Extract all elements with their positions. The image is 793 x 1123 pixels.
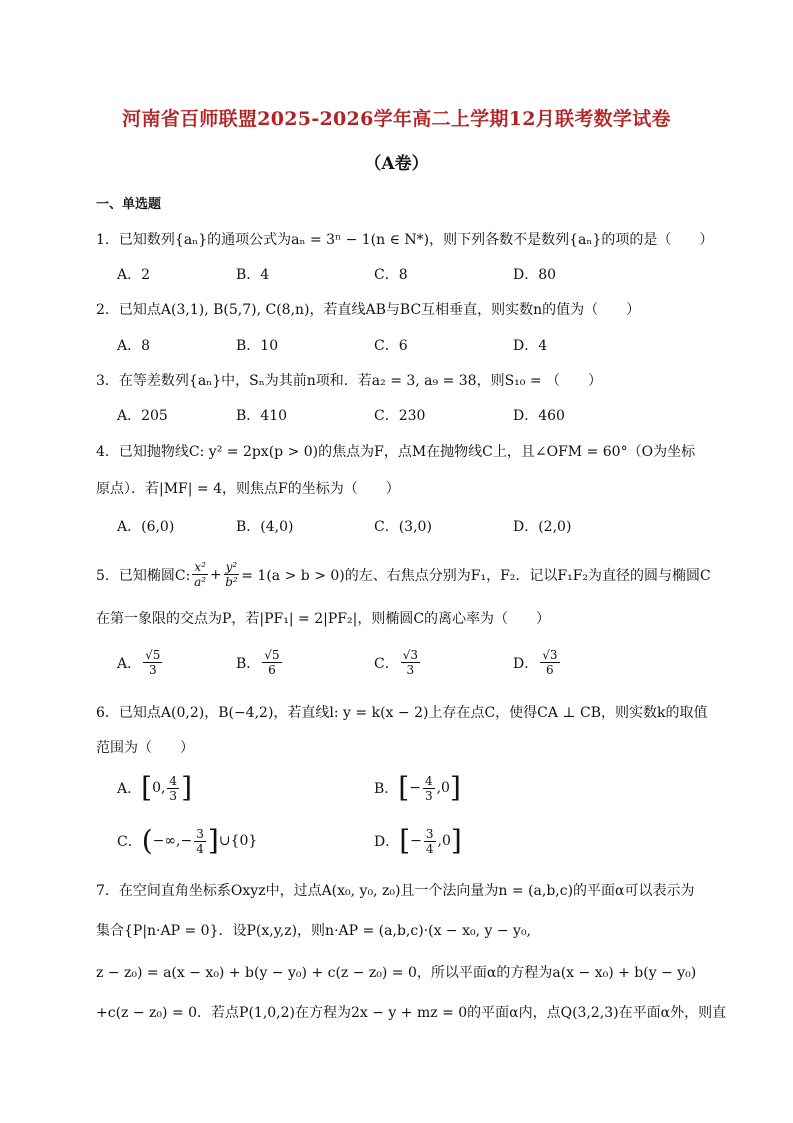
- q6-option-a-label: A．: [117, 781, 142, 797]
- q3-option-a: A．205: [117, 408, 168, 424]
- q1-option-c: C．8: [374, 267, 408, 283]
- question-1-text: 1．已知数列{aₙ}的通项公式为aₙ = 3ⁿ − 1(n ∈ N*)，则下列各数不是数列{aₙ}的项的是（ ）: [96, 232, 714, 248]
- q5-fraction-y-num: y²: [225, 560, 238, 574]
- q5-fraction-x-den: a²: [194, 575, 207, 589]
- left-bracket-icon: [: [399, 824, 411, 857]
- q5-option-b-fraction: [262, 648, 281, 677]
- question-7-line-3: z − z₀) = a(x − x₀) + b(y − y₀) + c(z − z₀) = 0，所以平面α的方程为a(x − x₀) + b(y − y₀): [96, 965, 697, 981]
- q5-lead: 5．已知椭圆C:: [96, 567, 191, 584]
- q6-option-c: [117, 825, 257, 857]
- q6-option-b-tail: ,0: [436, 780, 450, 796]
- q5-plus: +: [209, 566, 222, 583]
- q6-option-d-label: D．: [374, 834, 400, 850]
- q6-option-a-inner: 0,: [152, 780, 166, 796]
- q6-option-c-num: 3: [196, 826, 204, 841]
- q6-option-d-den: 4: [425, 841, 434, 856]
- q3-option-d: D．460: [513, 408, 565, 424]
- q5-option-b: [236, 648, 284, 677]
- q6-option-c-den: 4: [196, 841, 204, 856]
- q6-option-b-num: 4: [424, 773, 433, 788]
- paper-subtitle: （A卷）: [364, 154, 429, 174]
- q5-option-a-den: 3: [148, 663, 157, 677]
- q5-option-d-den: 6: [546, 663, 554, 677]
- q6-option-d-tail: ,0: [437, 833, 451, 849]
- question-4-line-2: 原点）．若|MF| = 4，则焦点F的坐标为（ ）: [96, 481, 400, 497]
- q5-option-d-label: D．: [513, 655, 539, 672]
- q6-option-a-num: 4: [169, 773, 178, 788]
- q5-option-a-label: A．: [117, 655, 142, 672]
- question-7-line-1: 7．在空间直角坐标系Oxyz中，过点A(x₀, y₀, z₀)且一个法向量为n = (a,b,c)的平面α可以表示为: [96, 883, 695, 899]
- left-bracket-icon: [: [141, 771, 153, 804]
- q6-option-a-den: 3: [169, 788, 178, 803]
- q4-option-b: B．(4,0): [236, 519, 294, 535]
- q5-option-a: [117, 648, 164, 677]
- q6-option-c-fraction: [194, 827, 206, 856]
- q5-fraction-y-den: b²: [225, 575, 238, 589]
- q2-option-c: C．6: [374, 338, 408, 354]
- q6-option-b-den: 3: [424, 788, 433, 803]
- q5-tail: = 1(a > b > 0)的左、右焦点分别为F₁，F₂．记以F₁F₂为直径的圆与椭圆C: [241, 567, 711, 584]
- q5-fraction-x: [192, 560, 208, 589]
- q1-option-d: D．80: [513, 267, 557, 283]
- q6-option-c-inner: −∞,−: [152, 833, 193, 849]
- q2-option-a: A．8: [117, 338, 151, 354]
- right-bracket-icon: ]: [207, 824, 219, 857]
- q3-option-c: C．230: [374, 408, 426, 424]
- q5-option-c-den: 3: [406, 663, 415, 677]
- q5-option-c-label: C．: [374, 655, 399, 672]
- q6-option-c-label: C．: [117, 834, 142, 850]
- question-2-text: 2．已知点A(3,1), B(5,7), C(8,n)，若直线AB与BC互相垂直，则实数n的值为（ ）: [96, 302, 641, 318]
- q5-fraction-y: [224, 560, 240, 589]
- right-bracket-icon: ]: [449, 771, 461, 804]
- q6-option-d-num: 3: [425, 826, 434, 841]
- q5-option-a-fraction: [143, 648, 162, 677]
- question-6-line-1: 6．已知点A(0,2)，B(−4,2)，若直线l: y = k(x − 2)上存在点C，使得CA ⊥ CB，则实数k的取值: [96, 705, 708, 721]
- q5-option-c-fraction: [401, 648, 420, 677]
- q6-option-b-label: B．: [374, 781, 399, 797]
- q6-option-d-minus: −: [410, 833, 422, 849]
- q5-option-d-num: √3: [542, 648, 558, 662]
- q4-option-a: A．(6,0): [117, 519, 175, 535]
- q6-option-b: [374, 772, 461, 804]
- q6-option-a-fraction: [167, 774, 179, 803]
- q6-option-d-fraction: [424, 827, 436, 856]
- q2-option-d: D．4: [513, 338, 548, 354]
- q3-option-b: B．410: [236, 408, 288, 424]
- q5-option-b-num: √5: [264, 648, 280, 662]
- right-bracket-icon: ]: [450, 824, 462, 857]
- q6-option-d: [374, 825, 462, 857]
- q5-fraction-x-num: x²: [194, 560, 206, 574]
- question-7-line-2: 集合{P|n·AP = 0}．设P(x,y,z)，则n·AP = (a,b,c)·(x − x₀, y − y₀,: [96, 923, 532, 939]
- q6-option-a: [117, 772, 192, 804]
- right-bracket-icon: ]: [181, 771, 192, 804]
- q6-option-b-minus: −: [409, 780, 421, 796]
- section-heading: 一、单选题: [96, 197, 162, 212]
- q5-option-d-fraction: [540, 648, 559, 677]
- q5-option-b-label: B．: [236, 655, 261, 672]
- left-paren-icon: (: [141, 824, 153, 857]
- q6-option-c-tail: ∪{0}: [218, 833, 258, 849]
- q5-option-c-num: √3: [402, 648, 418, 662]
- left-bracket-icon: [: [398, 771, 410, 804]
- paper-title: 河南省百师联盟2025-2026学年高二上学期12月联考数学试卷: [122, 108, 671, 130]
- question-3-text: 3．在等差数列{aₙ}中，Sₙ为其前n项和．若a₂ = 3, a₉ = 38，则S₁₀ = （ ）: [96, 373, 603, 389]
- question-5-line-1: [96, 560, 711, 589]
- q4-option-d: D．(2,0): [513, 519, 572, 535]
- q1-option-b: B．4: [236, 267, 270, 283]
- q5-option-c: [374, 648, 422, 677]
- question-4-line-1: 4．已知抛物线C: y² = 2px(p > 0)的焦点为F，点M在抛物线C上，且∠OFM = 60°（O为坐标: [96, 444, 696, 460]
- q5-option-d: [513, 648, 562, 677]
- q6-option-b-fraction: [423, 774, 435, 803]
- question-6-line-2: 范围为（ ）: [96, 740, 194, 756]
- q5-option-b-den: 6: [268, 663, 276, 677]
- question-5-line-2: 在第一象限的交点为P，若|PF₁| = 2|PF₂|，则椭圆C的离心率为（ ）: [96, 611, 551, 627]
- question-7-line-4: +c(z − z₀) = 0．若点P(1,0,2)在方程为2x − y + mz = 0的平面α内，点Q(3,2,3)在平面α外，则直: [96, 1005, 727, 1021]
- q2-option-b: B．10: [236, 338, 279, 354]
- q1-option-a: A．2: [117, 267, 151, 283]
- q5-option-a-num: √5: [145, 648, 161, 662]
- q4-option-c: C．(3,0): [374, 519, 432, 535]
